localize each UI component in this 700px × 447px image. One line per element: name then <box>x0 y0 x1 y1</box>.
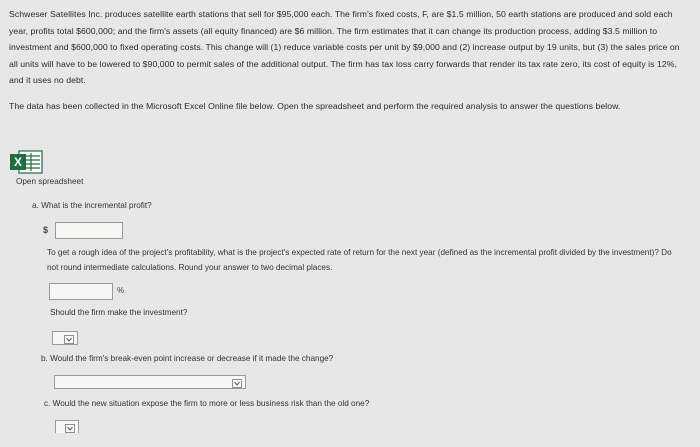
question-a-label: a. What is the incremental profit? <box>32 201 152 210</box>
break-even-dropdown[interactable] <box>54 375 246 389</box>
invest-dropdown[interactable] <box>52 331 78 345</box>
problem-description: Schweser Satellites Inc. produces satellite earth stations that sell for $95,000 each. The firm's fixed costs, F, are $1.5 million, 50 earth stations are produced and sold each year, profits total $600,000; and the firm's assets (all equity financed) are $6 million. The firm estimates that it can change its production process, adding $3.5 million to investment and $600,000 to fixed operating costs. This change will (1) reduce variable costs per unit by $9,000 and (2) increase output by 19 units, but (3) the sales price on all units will have to be lowered to $90,000 to permit sales of the additional output. The firm has tax loss carry forwards that render its tax rate zero, its cost of equity is 12%, and it uses no debt. <box>9 9 680 86</box>
spreadsheet-instructions: The data has been collected in the Microsoft Excel Online file below. Open the spreadsheet and perform the required analysis to answer the questions below. <box>9 101 621 111</box>
question-b-label: b. Would the firm's break-even point increase or decrease if it made the change? <box>41 354 334 363</box>
percent-unit: % <box>117 286 125 295</box>
currency-symbol: $ <box>43 225 49 235</box>
open-spreadsheet-link[interactable]: Open spreadsheet <box>16 177 84 186</box>
business-risk-dropdown[interactable] <box>55 420 79 433</box>
rate-of-return-input[interactable] <box>49 283 113 300</box>
question-c-label: c. Would the new situation expose the firm to more or less business risk than the old one? <box>44 399 370 408</box>
invest-question: Should the firm make the investment? <box>50 308 188 317</box>
svg-text:X: X <box>13 155 23 169</box>
chevron-down-icon <box>64 335 74 344</box>
chevron-down-icon <box>65 424 75 433</box>
incremental-profit-input[interactable] <box>55 222 123 239</box>
rate-of-return-question: To get a rough idea of the project's profitability, what is the project's expected rate of return for the next year (defined as the incremental profit divided by the investment)? Do not round intermediate calculations. Round your answer to two decimal places. <box>47 248 672 272</box>
excel-icon[interactable] <box>10 149 44 175</box>
chevron-down-icon <box>232 379 242 388</box>
